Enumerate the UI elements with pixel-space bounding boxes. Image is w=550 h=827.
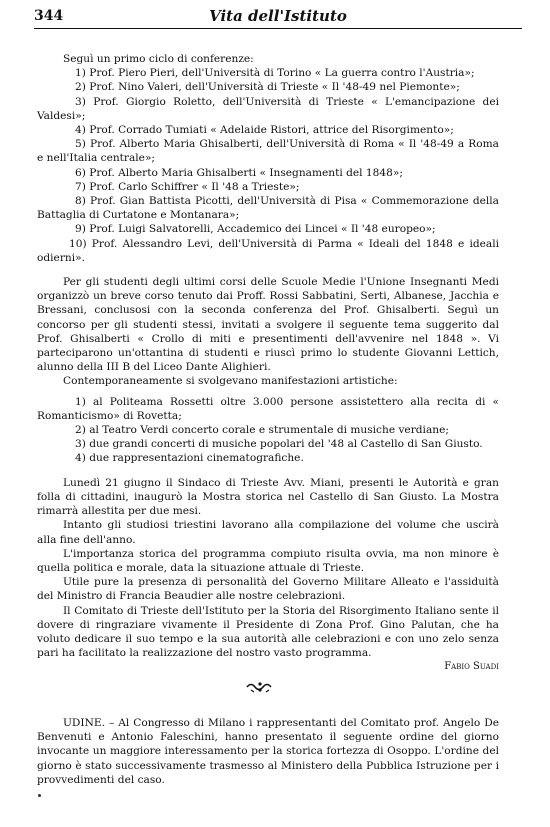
list-item: 3) Prof. Giorgio Roletto, dell'Università di Trieste « L'emancipazione dei Valdesi»; bbox=[37, 95, 499, 122]
udine-section bbox=[37, 716, 499, 787]
header-rule bbox=[34, 28, 522, 29]
artistic-intro: Contemporaneamente si svolgevano manifestazioni artistiche: bbox=[63, 375, 398, 388]
volume-paragraph: Intanto gli studiosi triestini lavorano alla compilazione del volume che uscirà alla fine dell'anno. bbox=[37, 519, 499, 546]
author-signature: Fabio Suadi bbox=[444, 661, 499, 673]
running-header bbox=[34, 6, 522, 28]
print-speck bbox=[38, 794, 41, 797]
list-item: 10) Prof. Alessandro Levi, dell'Università di Parma « Ideali del 1848 e ideali odierni». bbox=[37, 237, 499, 264]
list-item: 1) Prof. Piero Pieri, dell'Università di Torino « La guerra contro l'Austria»; bbox=[75, 67, 475, 80]
importance-paragraph: L'importanza storica del programma compiuto risulta ovvia, ma non minore è quella politica e morale, data la situazione attuale di Trieste. bbox=[37, 547, 499, 574]
thanks-paragraph: Il Comitato di Trieste dell'Istituto per la Storia del Risorgimento Italiano sente il dovere di ringraziare vivamente il Presidente di Zona Prof. Gino Palutan, che ha voluto dedicare il suo tempo e la sua autorità alle celebrazioni e con uno zelo senza pari ha facilitato la realizzazione del nostro vasto programma. bbox=[37, 604, 499, 660]
list-item: 1) al Politeama Rossetti oltre 3.000 persone assistettero alla recita di « Romanticismo» di Rovetta; bbox=[37, 395, 499, 422]
list-item: 5) Prof. Alberto Maria Ghisalberti, dell'Università di Roma « Il '48-49 a Roma e nell'Italia centrale»; bbox=[37, 138, 499, 165]
artistic-list bbox=[37, 395, 499, 466]
students-paragraph: Per gli studenti degli ultimi corsi delle Scuole Medie l'Unione Insegnanti Medi organizzò un breve corso tenuto dai Proff. Rossi Sabbatini, Serti, Albanese, Jacchia e Bressani, conclusosi con la seconda conferenza del Prof. Ghisalberti. Seguì un concorso per gli studenti stessi, invitati a svolgere il seguente tema suggerito dal Prof. Ghisalberti « Crollo di miti e presentimenti dell'avvenire nel 1848 ». Vi parteciparono un'ottantina di studenti e riuscì primo lo studente Giovanni Lettich, alunno della III B del Liceo Dante Alighieri. bbox=[37, 276, 499, 374]
conference-list bbox=[37, 66, 499, 265]
list-item: 3) due grandi concerti di musiche popolari del '48 al Castello di San Giusto. bbox=[75, 438, 483, 451]
list-item: 8) Prof. Gian Battista Picotti, dell'Università di Pisa « Commemorazione della Battaglia di Curtatone e Montanara»; bbox=[37, 195, 499, 222]
list-item: 6) Prof. Alberto Maria Ghisalberti « Insegnamenti del 1848»; bbox=[75, 166, 403, 179]
list-item: 2) Prof. Nino Valeri, dell'Università di Trieste « Il '48-49 nel Piemonte»; bbox=[75, 81, 460, 94]
list-item: 2) al Teatro Verdi concerto corale e strumentale di musiche verdiane; bbox=[75, 424, 449, 437]
ornament-icon bbox=[245, 680, 275, 694]
running-title: Vita dell'Istituto bbox=[209, 7, 347, 25]
list-item: 4) due rappresentazioni cinematografiche. bbox=[75, 452, 304, 465]
presence-paragraph: Utile pure la presenza di personalità del Governo Militare Alleato e l'assiduità del Ministro di Francia Beaudier alle nostre celebrazioni. bbox=[37, 576, 499, 603]
udine-paragraph: UDINE. – Al Congresso di Milano i rappresentanti del Comitato prof. Angelo De Benvenuti e Antonio Faleschini, hanno presentato il seguente ordine del giorno invocante un maggiore interessamento per la storica fortezza di Osoppo. L'ordine del giorno è stato successivamente trasmesso al Ministero della Pubblica Istruzione per i provvedimenti del caso. bbox=[37, 717, 499, 786]
page-number: 344 bbox=[34, 8, 64, 24]
mostra-paragraph: Lunedì 21 giugno il Sindaco di Trieste Avv. Miani, presenti le Autorità e gran folla di cittadini, inaugurò la Mostra storica nel Castello di San Giusto. La Mostra rimarrà allestita per due mesi. bbox=[37, 476, 499, 518]
list-item: 9) Prof. Luigi Salvatorelli, Accademico dei Lincei « Il '48 europeo»; bbox=[75, 223, 436, 236]
list-item: 7) Prof. Carlo Schiffrer « Il '48 a Trieste»; bbox=[75, 180, 300, 193]
article-body bbox=[37, 52, 499, 675]
conferences-intro: Seguì un primo ciclo di conferenze: bbox=[63, 53, 254, 65]
list-item: 4) Prof. Corrado Tumiati « Adelaide Ristori, attrice del Risorgimento»; bbox=[75, 124, 454, 137]
